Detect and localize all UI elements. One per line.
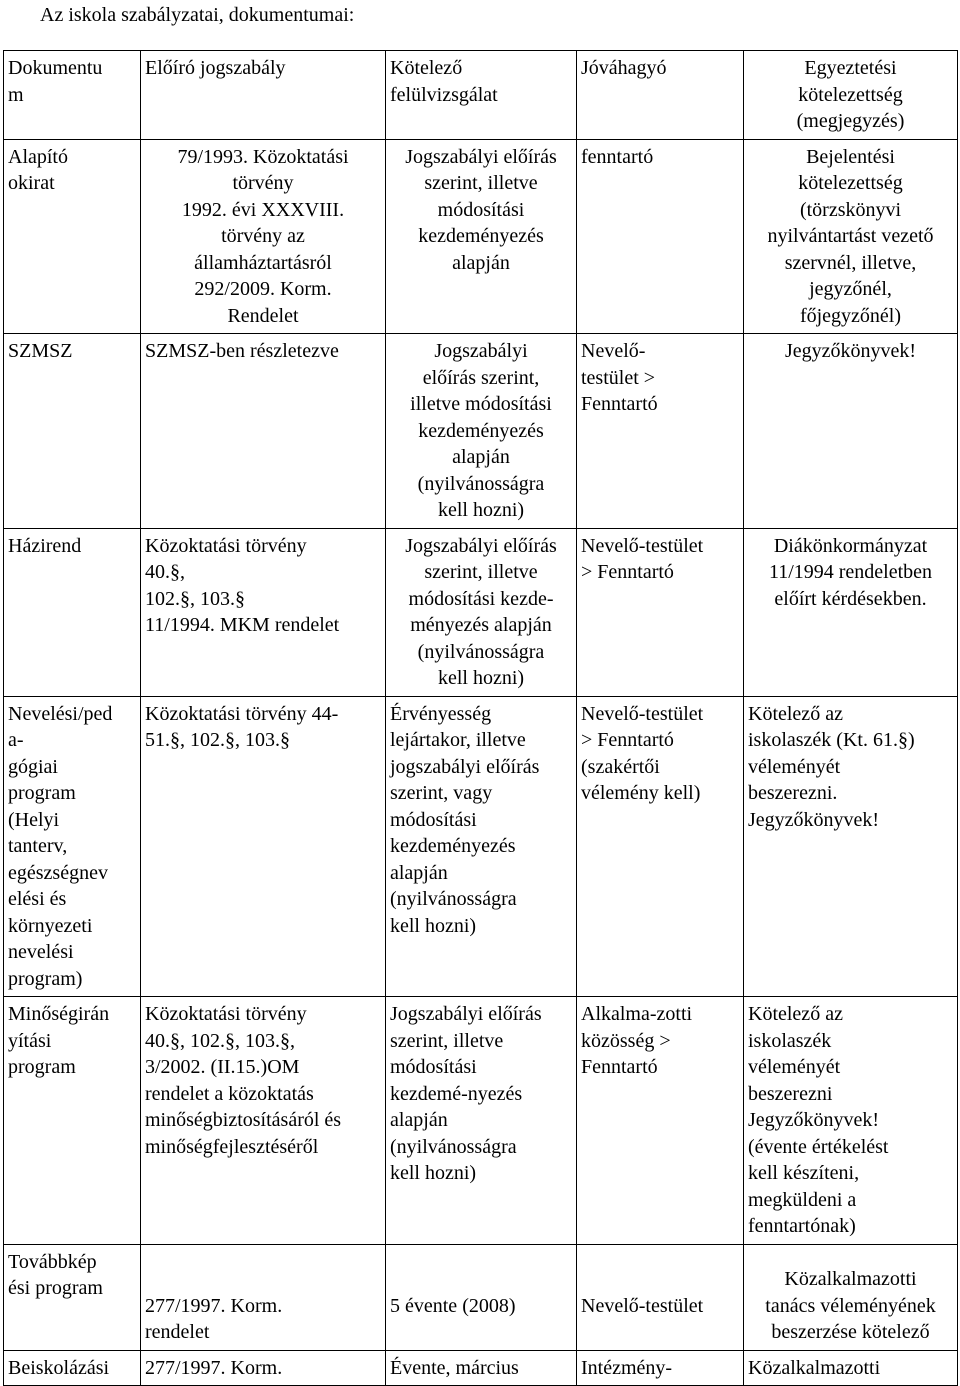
- row-note: Jegyzőkönyvek!: [744, 334, 958, 529]
- row-review: Évente, március: [386, 1350, 577, 1386]
- row-law: Közoktatási törvény 40.§, 102.§, 103.§ 11/1994. MKM rendelet: [141, 528, 386, 696]
- table-row: [4, 1350, 958, 1386]
- row-note: Diákönkormányzat 11/1994 rendeletben előírt kérdésekben.: [744, 528, 958, 696]
- page-heading: Az iskola szabályzatai, dokumentumai:: [40, 4, 355, 26]
- row-approver: Nevelő-testület > Fenntartó (szakértői vélemény kell): [577, 696, 744, 997]
- table-row: [4, 696, 958, 997]
- row-law: SZMSZ-ben részletezve: [141, 334, 386, 529]
- row-document: Minőségirán yítási program: [4, 997, 141, 1245]
- row-document: SZMSZ: [4, 334, 141, 529]
- row-law: 277/1997. Korm. rendelet: [141, 1244, 386, 1350]
- row-approver: Intézmény-: [577, 1350, 744, 1386]
- row-note: Kötelező az iskolaszék (Kt. 61.§) véleményét beszerezni. Jegyzőkönyvek!: [744, 696, 958, 997]
- header-cell-law: Előíró jogszabály: [141, 51, 386, 140]
- header-cell-document: Dokumentu m: [4, 51, 141, 140]
- row-approver: Nevelő-testület: [577, 1244, 744, 1350]
- row-note: Közalkalmazotti tanács véleményének beszerzése kötelező: [744, 1244, 958, 1350]
- header-cell-approver: Jóváhagyó: [577, 51, 744, 140]
- row-approver: fenntartó: [577, 139, 744, 334]
- row-approver: Nevelő-testület > Fenntartó: [577, 528, 744, 696]
- row-approver: Alkalma-zotti közösség > Fenntartó: [577, 997, 744, 1245]
- table-row: [4, 997, 958, 1245]
- row-document: Továbbkép ési program: [4, 1244, 141, 1350]
- table-header-row: [4, 51, 958, 140]
- row-law: 277/1997. Korm.: [141, 1350, 386, 1386]
- row-document: Beiskolázási: [4, 1350, 141, 1386]
- row-review: Jogszabályi előírás szerint, illetve módosítási kezdeményezés alapján: [386, 139, 577, 334]
- row-document: Házirend: [4, 528, 141, 696]
- row-approver: Nevelő- testület > Fenntartó: [577, 334, 744, 529]
- header-cell-note: Egyeztetési kötelezettség (megjegyzés): [744, 51, 958, 140]
- row-review: 5 évente (2008): [386, 1244, 577, 1350]
- documents-table: [3, 50, 958, 1386]
- row-review: Érvényesség lejártakor, illetve jogszabályi előírás szerint, vagy módosítási kezdeményezés alapján (nyilvánosságra kell hozni): [386, 696, 577, 997]
- row-note: Közalkalmazotti: [744, 1350, 958, 1386]
- table-row: [4, 528, 958, 696]
- row-review: Jogszabályi előírás szerint, illetve módosítási kezdeményezés alapján (nyilvánosságra kell hozni): [386, 334, 577, 529]
- table-row: [4, 139, 958, 334]
- table-row: [4, 334, 958, 529]
- row-review: Jogszabályi előírás szerint, illetve módosítási kezde- ményezés alapján (nyilvánosságra kell hozni): [386, 528, 577, 696]
- row-note: Kötelező az iskolaszék véleményét beszerezni Jegyzőkönyvek! (évente értékelést kell készíteni, megküldeni a fenntartónak): [744, 997, 958, 1245]
- row-law: Közoktatási törvény 40.§, 102.§, 103.§, 3/2002. (II.15.)OM rendelet a közoktatás minőségbiztosításáról és minőségfejlesztéséről: [141, 997, 386, 1245]
- row-document: Nevelési/ped a- gógiai program (Helyi tanterv, egészségnev elési és környezeti nevelési program): [4, 696, 141, 997]
- row-document: Alapító okirat: [4, 139, 141, 334]
- table-row: [4, 1244, 958, 1350]
- header-cell-review: Kötelező felülvizsgálat: [386, 51, 577, 140]
- row-law: Közoktatási törvény 44- 51.§, 102.§, 103.§: [141, 696, 386, 997]
- row-note: Bejelentési kötelezettség (törzskönyvi nyilvántartást vezető szervnél, illetve, jegyzőnél, főjegyzőnél): [744, 139, 958, 334]
- row-review: Jogszabályi előírás szerint, illetve módosítási kezdemé-nyezés alapján (nyilvánosságra kell hozni): [386, 997, 577, 1245]
- row-law: 79/1993. Közoktatási törvény 1992. évi XXXVIII. törvény az államháztartásról 292/2009. Korm. Rendelet: [141, 139, 386, 334]
